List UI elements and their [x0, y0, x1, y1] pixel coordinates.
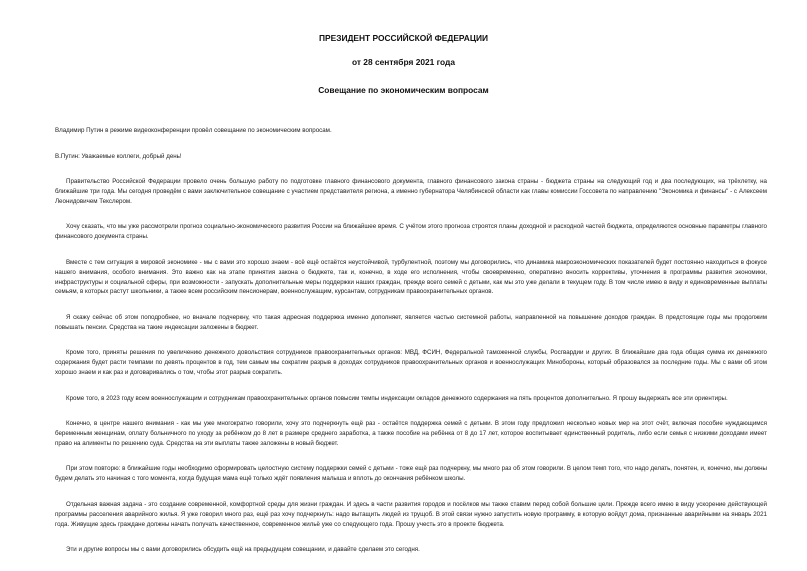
document-date: от 28 сентября 2021 года: [351, 57, 456, 67]
paragraph: Конечно, в центре нашего внимания - как мы уже многократно говорили, хочу это подчеркнуть ещё раз - остаётся поддержка семей с детьми. В этом году предложил несколько новых мер на этот счёт, включая пособие нуждающимся беременным женщинам, оплату больничного по уходу за ребёнком до 8 лет в размере среднего заработка, а также пособие на ребёнка от 8 до 17 лет, которое воспитывает единственный родитель, либо если семья с низкими доходами имеет право на алименты по решению суда. Средства на эти выплаты также заложены в новый бюджет.: [55, 420, 767, 447]
document-title: ПРЕЗИДЕНТ РОССИЙСКОЙ ФЕДЕРАЦИИ: [319, 33, 488, 43]
document-body: [55, 126, 767, 571]
paragraph: Кроме того, в 2023 году всем военнослужащим и сотрудникам правоохранительных органов повысим темпы индексации окладов денежного содержания на пять процентов дополнительно. Я прошу выдержать все эти ориентиры.: [66, 394, 728, 402]
paragraph-intro: Владимир Путин в режиме видеоконференции провёл совещание по экономическим вопросам.: [55, 127, 332, 134]
paragraph: Кроме того, приняты решения по увеличению денежного довольствия сотрудников правоохранительных органов: МВД, ФСИН, Федеральной таможенной службы, Росгвардии и других. В ближайшие два года общая сумма их денежного содержания будет расти темпами по девять процентов в год, тем самым мы сократим разрыв в доходах сотрудников правоохранительных органов и военнослужащих Минобороны, который образовался за последние годы. Мы с вами об этом хорошо знаем и как раз и договаривались о том, чтобы этот разрыв сократить.: [55, 349, 767, 377]
paragraph: Отдельная важная задача - это создание современной, комфортной среды для жизни граждан. И здесь в части развития городов и посёлков мы также ставим перед собой большие цели. Прежде всего имею в виду ускорение действующей программы расселения аварийного жилья. Я уже говорил много раз, ещё раз хочу подчеркнуть: надо вытащить людей из трущоб. В этой связи нужно запустить новую программу, в которую войдут дома, признанные аварийными на январь 2021 года. Живущие здесь граждане должны начать получать качественное, современное жильё уже со следующего года. Прошу учесть это в проекте бюджета.: [55, 500, 767, 528]
document-subject: Совещание по экономическим вопросам: [318, 85, 489, 95]
paragraph: Вместе с тем ситуация в мировой экономике - мы с вами это хорошо знаем - всё ещё остаётся неустойчивой, турбулентной, поэтому мы договорились, что динамика макроэкономических показателей будет постоянно находиться в фокусе нашего внимания, особого внимания. Это важно как на этапе принятия закона о бюджете, так и, конечно, в ходе его исполнения, чтобы своевременно, оперативно вносить коррективы, уточнения в программы развития экономики, инфраструктуры и социальной сферы, при возможности - запускать дополнительные меры поддержки наших граждан, прежде всего семей с детьми, как мы это уже делали в текущем году. В том числе имею в виду и единовременные выплаты семьям, в которых растут школьники, а также всем российским пенсионерам, военнослужащим, курсантам, сотрудникам правоохранительных органов.: [55, 258, 767, 296]
paragraph: Правительство Российской Федерации провело очень большую работу по подготовке главного финансового документа, главного финансового закона страны - бюджета страны на следующий год и два последующих, на трёхлетку, на ближайшие три года. Мы сегодня проведём с вами заключительное совещание с участием представителя региона, а именно губернатора Челябинской области как главы комиссии Госсовета по направлению "Экономика и финансы" - с Алексеем Леонидовичем Текслером.: [55, 178, 767, 205]
paragraph: Эти и другие вопросы мы с вами договорились обсудить ещё на предыдущем совещании, и давайте сделаем это сегодня.: [66, 546, 420, 554]
paragraph-greeting: В.Путин: Уважаемые коллеги, добрый день!: [55, 152, 182, 160]
paragraph: Я скажу сейчас об этом поподробнее, но вначале подчеркну, что такая адресная поддержка именно дополняет, является частью системной работы, направленной на повышение доходов граждан. В предстоящие годы мы продолжим повышать пенсии. Средства на такие индексации заложены в бюджет.: [55, 313, 767, 331]
paragraph: Хочу сказать, что мы уже рассмотрели прогноз социально-экономического развития России на ближайшее время. С учётом этого прогноза строятся планы доходной и расходной частей бюджета, определяются основные параметры главного финансового документа страны.: [55, 223, 767, 241]
paragraph: При этом повторю: в ближайшие годы необходимо сформировать целостную систему поддержки семей с детьми - тоже ещё раз подчеркну, мы много раз об этом говорили. В целом темп того, что надо делать, понятен, и, конечно, мы должны будем делать это начиная с того момента, когда будущая мама ещё только ждёт появления малыша и вплоть до окончания ребёнком школы.: [55, 465, 767, 483]
